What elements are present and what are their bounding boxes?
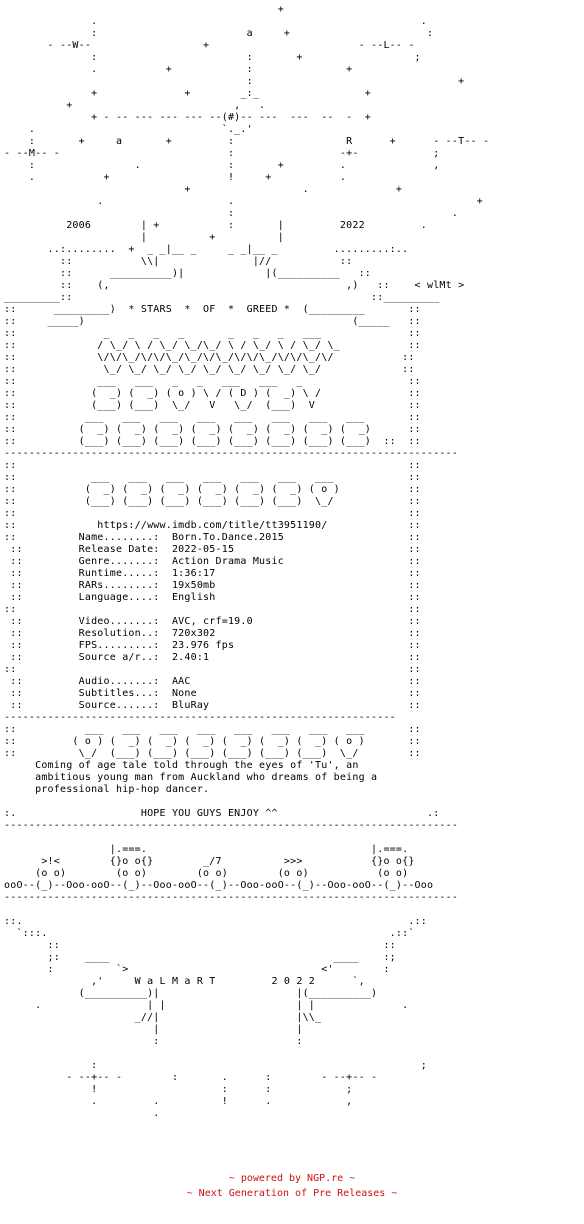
nfo-line: :: ( _) ( _) ( _) ( _) ( _) ( _) ( _) ( _) :: [4,424,421,435]
nfo-line: Coming of age tale told through the eyes of 'Tu', an [4,760,359,771]
nfo-line: _________:: ::_________ [4,292,440,303]
nfo-line: :: \_/ \_/ \_/ \_/ \_/ \_/ \_/ \_/ \_/ :: [4,364,415,375]
nfo-line: 2006 | + : | 2022 . [4,220,427,231]
nfo-line: + , . [4,100,266,111]
nfo-line: : + a + : R + - --T-- - [4,136,490,147]
nfo-line: :: (___) (___) \_/ V \_/ (___) V :: [4,400,421,411]
nfo-line: + [4,4,284,15]
nfo-line: ------------------------------------------------------------------------- [4,892,459,903]
nfo-line: :: _ _ _ _ _ _ _ ___ :: [4,328,421,339]
nfo-line: (__________)| |(__________) [4,988,378,999]
nfo-line: :: _____) (_____ :: [4,316,421,327]
nfo-line: _//| |\\_ [4,1012,322,1023]
nfo-line: :: ___ ___ _ _ ___ ___ _ :: [4,376,421,387]
nfo-line: : + [4,76,465,87]
nfo-line: : . : + . , [4,160,440,171]
nfo-line: :: FPS.........: 23.976 fps :: [4,640,421,651]
nfo-line: . + ! + . [4,172,347,183]
nfo-line: :: Source a/r..: 2.40:1 :: [4,652,421,663]
nfo-line: :: __________)| |(__________ :: [4,268,372,279]
nfo-line: . + : + [4,64,353,75]
nfo-line: :: ( o ) ( _) ( _) ( _) ( _) ( _) ( _) ( o ) :: [4,736,421,747]
nfo-line: ::. .:: [4,916,427,927]
nfo-line: `:::. .::` [4,928,415,939]
nfo-line: :: ( _) ( _) ( o ) \ / ( D ) ( _) \ / :: [4,388,421,399]
nfo-line: :: :: [4,664,421,675]
nfo-line: professional hip-hop dancer. [4,784,210,795]
nfo-line: | | [4,1024,303,1035]
nfo-line: . . ! . , [4,1096,353,1107]
nfo-line: --------------------------------------------------------------- [4,712,396,723]
nfo-line: :: \\| |// :: [4,256,353,267]
nfo-ascii-art [4,4,489,1156]
nfo-line: :: \/\/\_/\/\/\_/\_/\/\_/\/\/\_/\/\/\_/\/ :: [4,352,415,363]
nfo-line: :: Release Date: 2022-05-15 :: [4,544,421,555]
nfo-line: - --+-- - : . : - --+-- - [4,1072,378,1083]
nfo-line: :: Resolution..: 720x302 :: [4,628,421,639]
nfo-line: :: _________) * STARS * OF * GREED * (_________ :: [4,304,421,315]
nfo-line: :: Runtime.....: 1:36:17 :: [4,568,421,579]
nfo-line: :: Name........: Born.To.Dance.2015 :: [4,532,421,543]
nfo-line: ,' W a L M a R T 2 0 2 2 `, [4,976,365,987]
nfo-line: ! : : ; [4,1084,353,1095]
nfo-line: :: :: [4,508,421,519]
nfo-line: :: Source......: BluRay :: [4,700,421,711]
nfo-line: :: Video.......: AVC, crf=19.0 :: [4,616,421,627]
nfo-line: :: ( _) ( _) ( _) ( _) ( _) ( _) ( o ) :: [4,484,421,495]
nfo-line: . | | | | . [4,1000,409,1011]
nfo-line: : a + : [4,28,434,39]
nfo-line: ooO--(_)--Ooo-ooO--(_)--Ooo-ooO--(_)--Ooo-ooO--(_)--Ooo-ooO--(_)--Ooo [4,880,434,891]
nfo-line: . [4,1108,160,1119]
nfo-line: :: Audio.......: AAC :: [4,676,421,687]
nfo-line: :: Genre.......: Action Drama Music :: [4,556,421,567]
nfo-line: :. HOPE YOU GUYS ENJOY ^^ .: [4,808,440,819]
nfo-line: ------------------------------------------------------------------------- [4,448,459,459]
nfo-line: :: ___ ___ ___ ___ ___ ___ ___ ___ :: [4,724,421,735]
nfo-line: + . + [4,184,403,195]
nfo-line: :: \_/ (___) (___) (___) (___) (___) (___) \_/ :: [4,748,421,759]
nfo-line: : . [4,208,459,219]
nfo-line: . . + [4,196,483,207]
nfo-line: (o o) (o o) (o o) (o o) (o o) [4,868,409,879]
nfo-line: ;: ____ ____ :; [4,952,396,963]
nfo-line: ------------------------------------------------------------------------- [4,820,459,831]
nfo-line: - --M-- - : -+- ; [4,148,440,159]
nfo-line: :: :: [4,460,421,471]
nfo-line: :: (___) (___) (___) (___) (___) (___) (___) (___) :: :: [4,436,421,447]
footer-tagline: ~ Next Generation of Pre Releases ~ [186,1188,398,1199]
nfo-line: - --W-- + - --L-- - [4,40,415,51]
nfo-line: :: :: [4,604,421,615]
nfo-line: |.===. |.===. [4,844,409,855]
nfo-line: :: ___ ___ ___ ___ ___ ___ ___ :: [4,472,421,483]
nfo-line: :: https://www.imdb.com/title/tt3951190/ :: [4,520,421,531]
nfo-line: :: / \_/ \ / \_/ \_/\_/ \ / \_/ \ / \_/ \_ :: [4,340,421,351]
nfo-line: :: (___) (___) (___) (___) (___) (___) \_/ :: [4,496,421,507]
nfo-line: : : + ; [4,52,421,63]
nfo-line: : ; [4,1060,427,1071]
nfo-line: . . [4,16,427,27]
nfo-line: :: (, ,) :: < wlMt > [4,280,465,291]
nfo-line: + + _:_ + [4,88,372,99]
nfo-line: :: RARs........: 19x50mb :: [4,580,421,591]
nfo-line: ..:........ + _ _|__ _ _ _|__ _ .........:.. [4,244,409,255]
nfo-line: :: Subtitles...: None :: [4,688,421,699]
nfo-line: : `> <' : [4,964,390,975]
nfo-line: :: Language....: English :: [4,592,421,603]
nfo-line: :: ___ ___ ___ ___ ___ ___ ___ ___ :: [4,412,421,423]
nfo-line: | + | [4,232,284,243]
nfo-line: >!< {}o o{} _/7 >>> {}o o{} [4,856,415,867]
nfo-line: ambitious young man from Auckland who dreams of being a [4,772,378,783]
footer-powered-by: ~ powered by NGP.re ~ [228,1173,356,1184]
nfo-line: + - -- --- --- --- --(#)-- --- --- -- - + [4,112,372,123]
nfo-line: :: :: [4,940,396,951]
nfo-line: : : [4,1036,303,1047]
nfo-line: . `._.' [4,124,253,135]
